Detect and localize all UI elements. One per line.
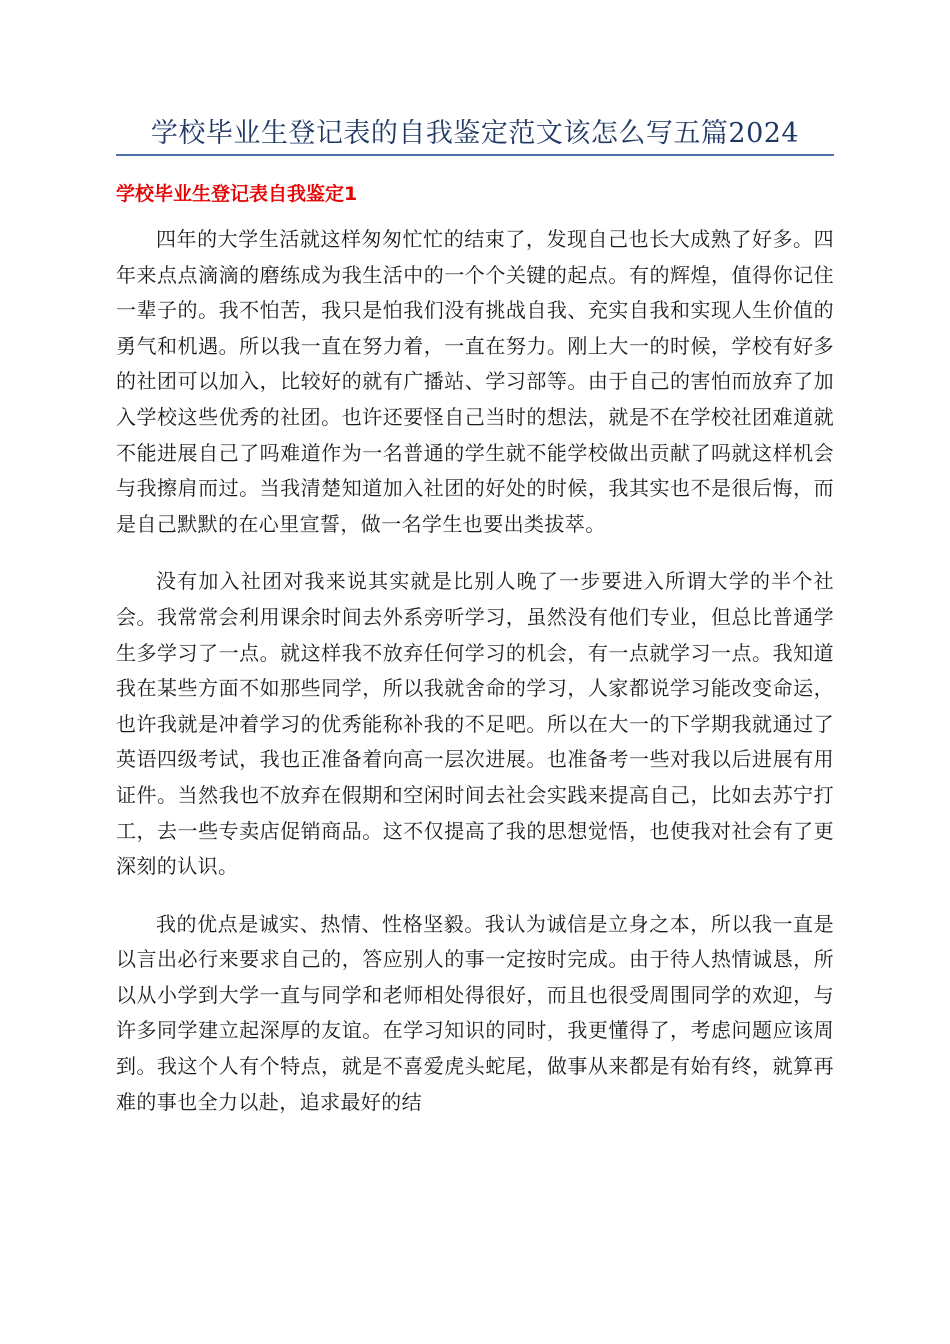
- paragraph-1: 四年的大学生活就这样匆匆忙忙的结束了，发现自己也长大成熟了好多。四年来点点滴滴的磨练成为我生活中的一个个关键的起点。有的辉煌，值得你记住一辈子的。我不怕苦，我只是怕我们没有挑战自我、充实自我和实现人生价值的勇气和机遇。所以我一直在努力着，一直在努力。刚上大一的时候，学校有好多的社团可以加入，比较好的就有广播站、学习部等。由于自己的害怕而放弃了加入学校这些优秀的社团。也许还要怪自己当时的想法，就是不在学校社团难道就不能进展自己了吗难道作为一名普通的学生就不能学校做出贡献了吗就这样机会与我擦肩而过。当我清楚知道加入社团的好处的时候，我其实也不是很后悔，而是自己默默的在心里宣誓，做一名学生也要出类拔萃。: [116, 227, 834, 536]
- body-text: [116, 222, 834, 1142]
- document-title: 学校毕业生登记表的自我鉴定范文该怎么写五篇2024: [150, 118, 800, 149]
- section-heading: 学校毕业生登记表自我鉴定1: [116, 183, 358, 205]
- title-underline: [116, 154, 834, 156]
- paragraph-3: 我的优点是诚实、热情、性格坚毅。我认为诚信是立身之本，所以我一直是以言出必行来要求自己的，答应别人的事一定按时完成。由于待人热情诚恳，所以从小学到大学一直与同学和老师相处得很好，而且也很受周围同学的欢迎，与许多同学建立起深厚的友谊。在学习知识的同时，我更懂得了，考虑问题应该周到。我这个人有个特点，就是不喜爱虎头蛇尾，做事从来都是有始有终，就算再难的事也全力以赴，追求最好的结: [116, 911, 834, 1114]
- paragraph-2: 没有加入社团对我来说其实就是比别人晚了一步要进入所谓大学的半个社会。我常常会利用课余时间去外系旁听学习，虽然没有他们专业，但总比普通学生多学习了一点。就这样我不放弃任何学习的机会，有一点就学习一点。我知道我在某些方面不如那些同学，所以我就舍命的学习，人家都说学习能改变命运，也许我就是冲着学习的优秀能称补我的不足吧。所以在大一的下学期我就通过了英语四级考试，我也正准备着向高一层次进展。也准备考一些对我以后进展有用证件。当然我也不放弃在假期和空闲时间去社会实践来提高自己，比如去苏宁打工，去一些专卖店促销商品。这不仅提高了我的思想觉悟，也使我对社会有了更深刻的认识。: [116, 569, 834, 879]
